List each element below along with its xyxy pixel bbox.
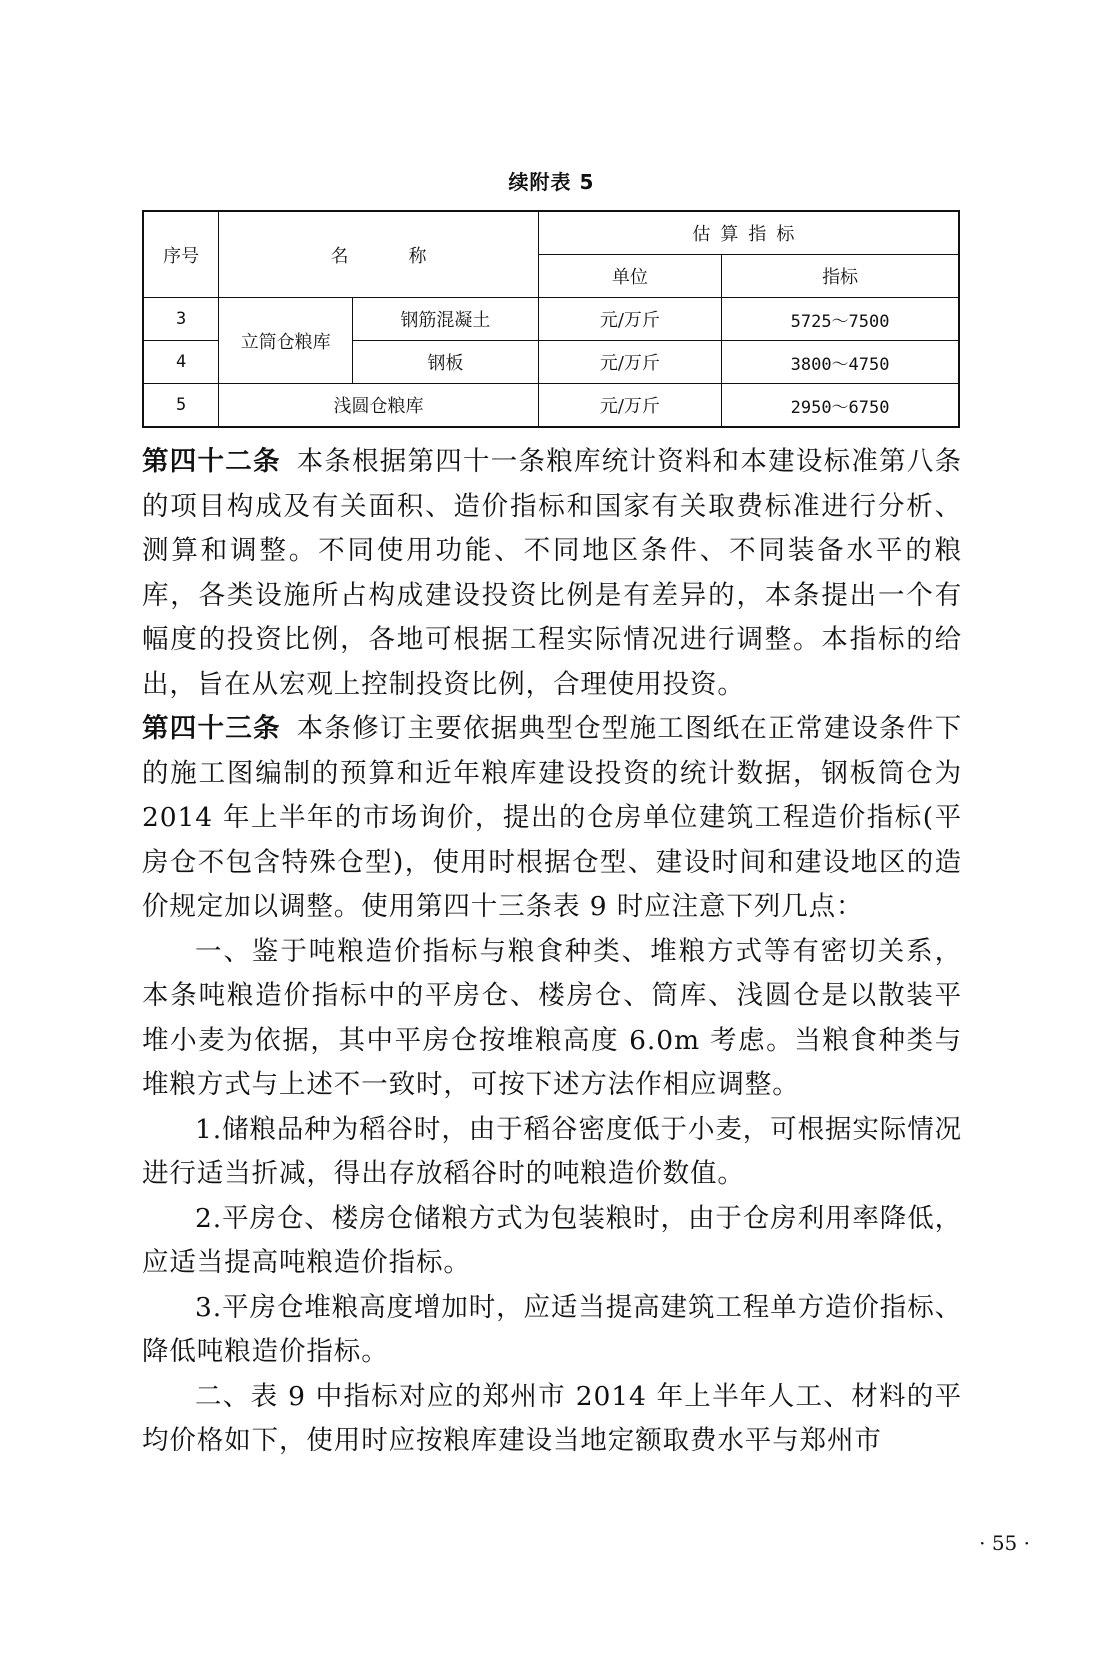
row-seq: 3 — [143, 298, 219, 341]
paragraph-3: 2.平房仓、楼房仓储粮方式为包装粮时，由于仓房利用率降低，应适当提高吨粮造价指标。 — [142, 1202, 962, 1278]
header-estimate-text: 估算指标 — [692, 224, 805, 245]
header-name — [219, 211, 538, 298]
row-seq: 5 — [143, 384, 219, 428]
row-sub-name: 钢板 — [353, 341, 539, 384]
header-unit: 单位 — [538, 255, 721, 298]
paragraph-4: 3.平房仓堆粮高度增加时，应适当提高建筑工程单方造价指标、降低吨粮造价指标。 — [142, 1291, 962, 1367]
article-43-text: 本条修订主要依据典型仓型施工图纸在正常建设条件下的施工图编制的预算和近年粮库建设投资的统计数据，钢板筒仓为 2014 年上半年的市场询价，提出的仓房单位建筑工程造价指标(平房仓不包含特殊仓型)，使用时根据仓型、建设时间和建设地区的造价规定加以调整。使用第四十三条表 9 时应注意下列几点： — [142, 713, 962, 922]
article-43 — [142, 707, 962, 930]
header-estimate — [538, 211, 959, 255]
article-42 — [142, 440, 962, 707]
row-unit: 元/万斤 — [538, 384, 721, 428]
paragraph-5: 二、表 9 中指标对应的郑州市 2014 年上半年人工、材料的平均价格如下，使用时应按粮库建设当地定额取费水平与郑州市 — [142, 1380, 962, 1456]
table-row — [143, 298, 959, 341]
body-text — [142, 440, 962, 1464]
header-name-text: 名称 — [330, 245, 487, 267]
row-value: 3800～4750 — [722, 341, 959, 384]
table-header-row — [143, 211, 959, 255]
row-seq: 4 — [143, 341, 219, 384]
row-value: 5725～7500 — [722, 298, 959, 341]
row-value: 2950～6750 — [722, 384, 959, 428]
group-name: 立筒仓粮库 — [219, 298, 353, 384]
table-caption: 续附表 5 — [508, 170, 595, 194]
article-43-label: 第四十三条 — [142, 713, 281, 744]
header-indicator: 指标 — [722, 255, 959, 298]
table-row — [143, 384, 959, 428]
page-number: · 55 · — [979, 1531, 1030, 1555]
article-42-label: 第四十二条 — [142, 446, 281, 477]
row-unit: 元/万斤 — [538, 341, 721, 384]
row-name: 浅圆仓粮库 — [219, 384, 538, 428]
row-sub-name: 钢筋混凝土 — [353, 298, 539, 341]
estimate-table — [142, 210, 960, 428]
article-42-text: 本条根据第四十一条粮库统计资料和本建设标准第八条的项目构成及有关面积、造价指标和国家有关取费标准进行分析、测算和调整。不同使用功能、不同地区条件、不同装备水平的粮库，各类设施所占构成建设投资比例是有差异的，本条提出一个有幅度的投资比例，各地可根据工程实际情况进行调整。本指标的给出，旨在从宏观上控制投资比例，合理使用投资。 — [142, 446, 962, 700]
paragraph-1: 一、鉴于吨粮造价指标与粮食种类、堆粮方式等有密切关系，本条吨粮造价指标中的平房仓、楼房仓、筒库、浅圆仓是以散装平堆小麦为依据，其中平房仓按堆粮高度 6.0m 考虑。当粮食种类与堆粮方式与上述不一致时，可按下述方法作相应调整。 — [142, 935, 962, 1100]
header-seq: 序号 — [143, 211, 219, 298]
row-unit: 元/万斤 — [538, 298, 721, 341]
paragraph-2: 1.储粮品种为稻谷时，由于稻谷密度低于小麦，可根据实际情况进行适当折减，得出存放稻谷时的吨粮造价数值。 — [142, 1113, 962, 1189]
